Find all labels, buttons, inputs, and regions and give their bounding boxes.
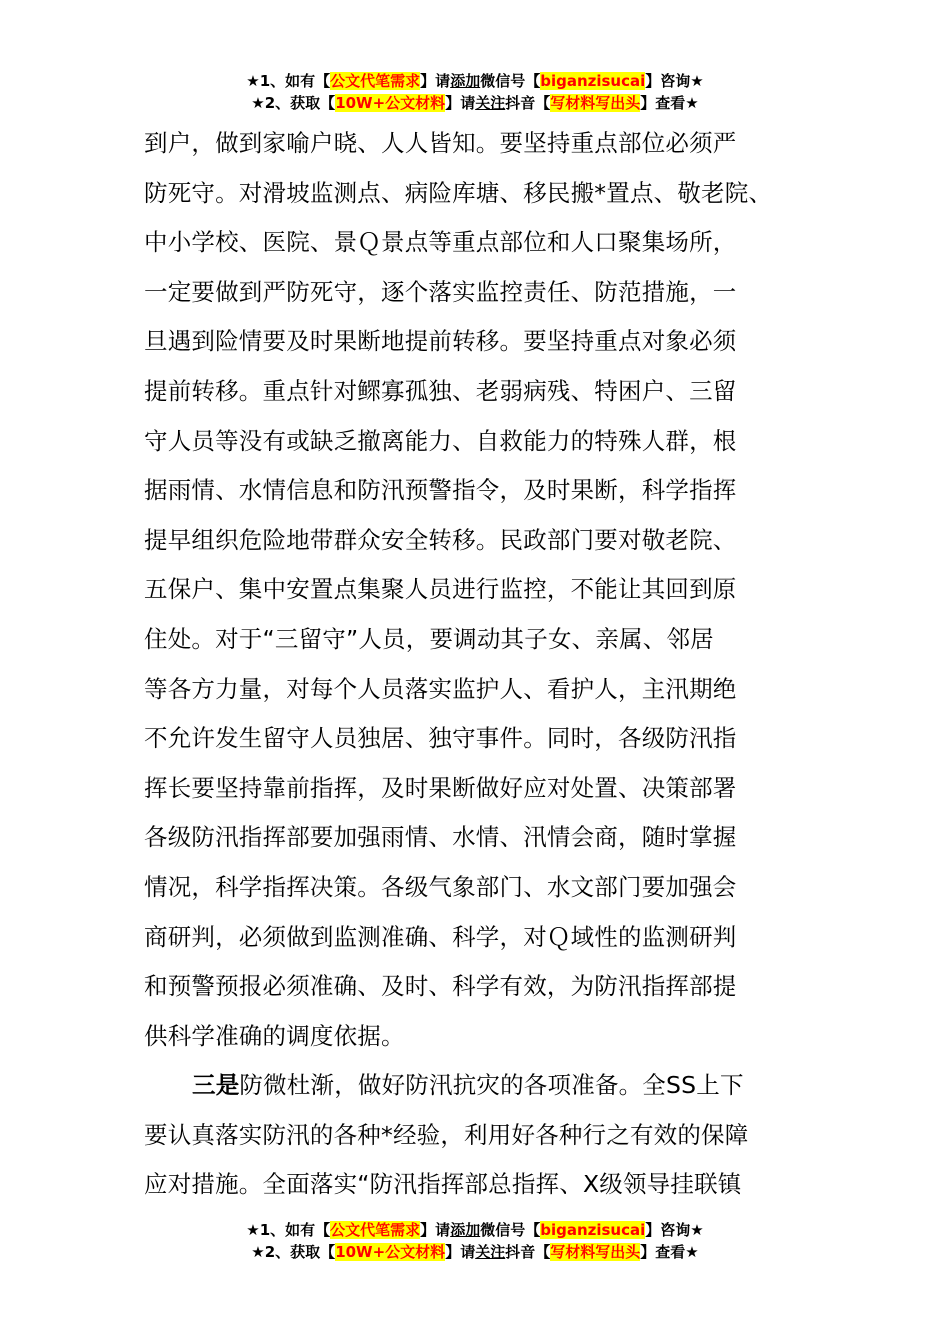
text-line [144, 1061, 824, 1111]
banner-line-1 [0, 70, 950, 92]
banner-highlight: biganzisucai [540, 72, 646, 90]
paragraph-2 [144, 1061, 824, 1210]
text-line: 供科学准确的调度依据。 [144, 1021, 405, 1050]
footer-banner [0, 1219, 950, 1263]
text-line: 守人员等没有或缺乏撤离能力、自救能力的特殊人群，根 [144, 426, 737, 455]
document-body [144, 119, 824, 1210]
banner-text: 】查看★ [640, 1243, 699, 1261]
text-line: 防死守。对滑坡监测点、病险库塘、移民搬*置点、敬老院、 [144, 178, 773, 207]
text-line: 要认真落实防汛的各种*经验，利用好各种行之有效的保障 [144, 1120, 749, 1149]
banner-line-2 [0, 1241, 950, 1263]
text-line: 挥长要坚持靠前指挥，及时果断做好应对处置、决策部署 [144, 773, 737, 802]
banner-text: 】咨询★ [645, 1221, 704, 1239]
banner-text: 】咨询★ [645, 72, 704, 90]
text-line: 五保户、集中安置点集聚人员进行监控，不能让其回到原 [144, 575, 737, 604]
paragraph-1 [144, 119, 824, 1061]
text-line: 住处。对于“三留守”人员，要调动其子女、亲属、邻居 [144, 624, 714, 653]
banner-text: 】请 [445, 94, 476, 112]
text-line: 旦遇到险情要及时果断地提前转移。要坚持重点对象必须 [144, 327, 737, 356]
text-line: 一定要做到严防死守，逐个落实监控责任、防范措施，一 [144, 277, 737, 306]
banner-highlight: 10W+公文材料 [335, 94, 446, 112]
banner-text: ★1、如有【 [246, 72, 331, 90]
text-line: 应对措施。全面落实“防汛指挥部总指挥、X级领导挂联镇 [144, 1170, 742, 1199]
header-banner [0, 70, 950, 114]
banner-underline: 关注 [475, 1243, 506, 1261]
banner-highlight: biganzisucai [540, 1221, 646, 1239]
banner-underline: 添加 [450, 72, 481, 90]
text-line: 和预警预报必须准确、及时、科学有效，为防汛指挥部提 [144, 972, 737, 1001]
banner-text: 微信号【 [480, 72, 541, 90]
text-line: 据雨情、水情信息和防汛预警指令，及时果断，科学指挥 [144, 476, 737, 505]
banner-text: 抖音【 [505, 94, 551, 112]
banner-text: ★1、如有【 [246, 1221, 331, 1239]
paragraph-lead-rest: 防微杜渐，做好防汛抗灾的各项准备。全SS上下 [239, 1071, 744, 1100]
banner-text: ★2、获取【 [251, 1243, 336, 1261]
text-line: 不允许发生留守人员独居、独守事件。同时，各级防汛指 [144, 724, 737, 753]
banner-underline: 关注 [475, 94, 506, 112]
text-line: 等各方力量，对每个人员落实监护人、看护人，主汛期绝 [144, 674, 737, 703]
banner-text: 抖音【 [505, 1243, 551, 1261]
text-line: 情况，科学指挥决策。各级气象部门、水文部门要加强会 [144, 872, 737, 901]
banner-text: 微信号【 [480, 1221, 541, 1239]
banner-highlight: 公文代笔需求 [330, 1221, 421, 1239]
banner-highlight: 公文代笔需求 [330, 72, 421, 90]
banner-line-2 [0, 92, 950, 114]
banner-text: 】请 [420, 1221, 451, 1239]
text-line: 中小学校、医院、景Ｑ景点等重点部位和人口聚集场所， [144, 228, 737, 257]
banner-highlight: 10W+公文材料 [335, 1243, 446, 1261]
banner-text: 】请 [420, 72, 451, 90]
text-line: 提早组织危险地带群众安全转移。民政部门要对敬老院、 [144, 525, 737, 554]
banner-text: ★2、获取【 [251, 94, 336, 112]
banner-text: 】查看★ [640, 94, 699, 112]
banner-text: 】请 [445, 1243, 476, 1261]
banner-line-1 [0, 1219, 950, 1241]
text-line: 到户，做到家喻户晓、人人皆知。要坚持重点部位必须严 [144, 129, 737, 157]
banner-underline: 添加 [450, 1221, 481, 1239]
banner-highlight: 写材料写出头 [550, 94, 641, 112]
text-line: 提前转移。重点针对鳏寡孤独、老弱病残、特困户、三留 [144, 376, 737, 405]
paragraph-lead: 三是 [192, 1071, 240, 1100]
text-line: 商研判，必须做到监测准确、科学，对Ｑ域性的监测研判 [144, 922, 737, 951]
banner-highlight: 写材料写出头 [550, 1243, 641, 1261]
text-line: 各级防汛指挥部要加强雨情、水情、汛情会商，随时掌握 [144, 823, 737, 852]
